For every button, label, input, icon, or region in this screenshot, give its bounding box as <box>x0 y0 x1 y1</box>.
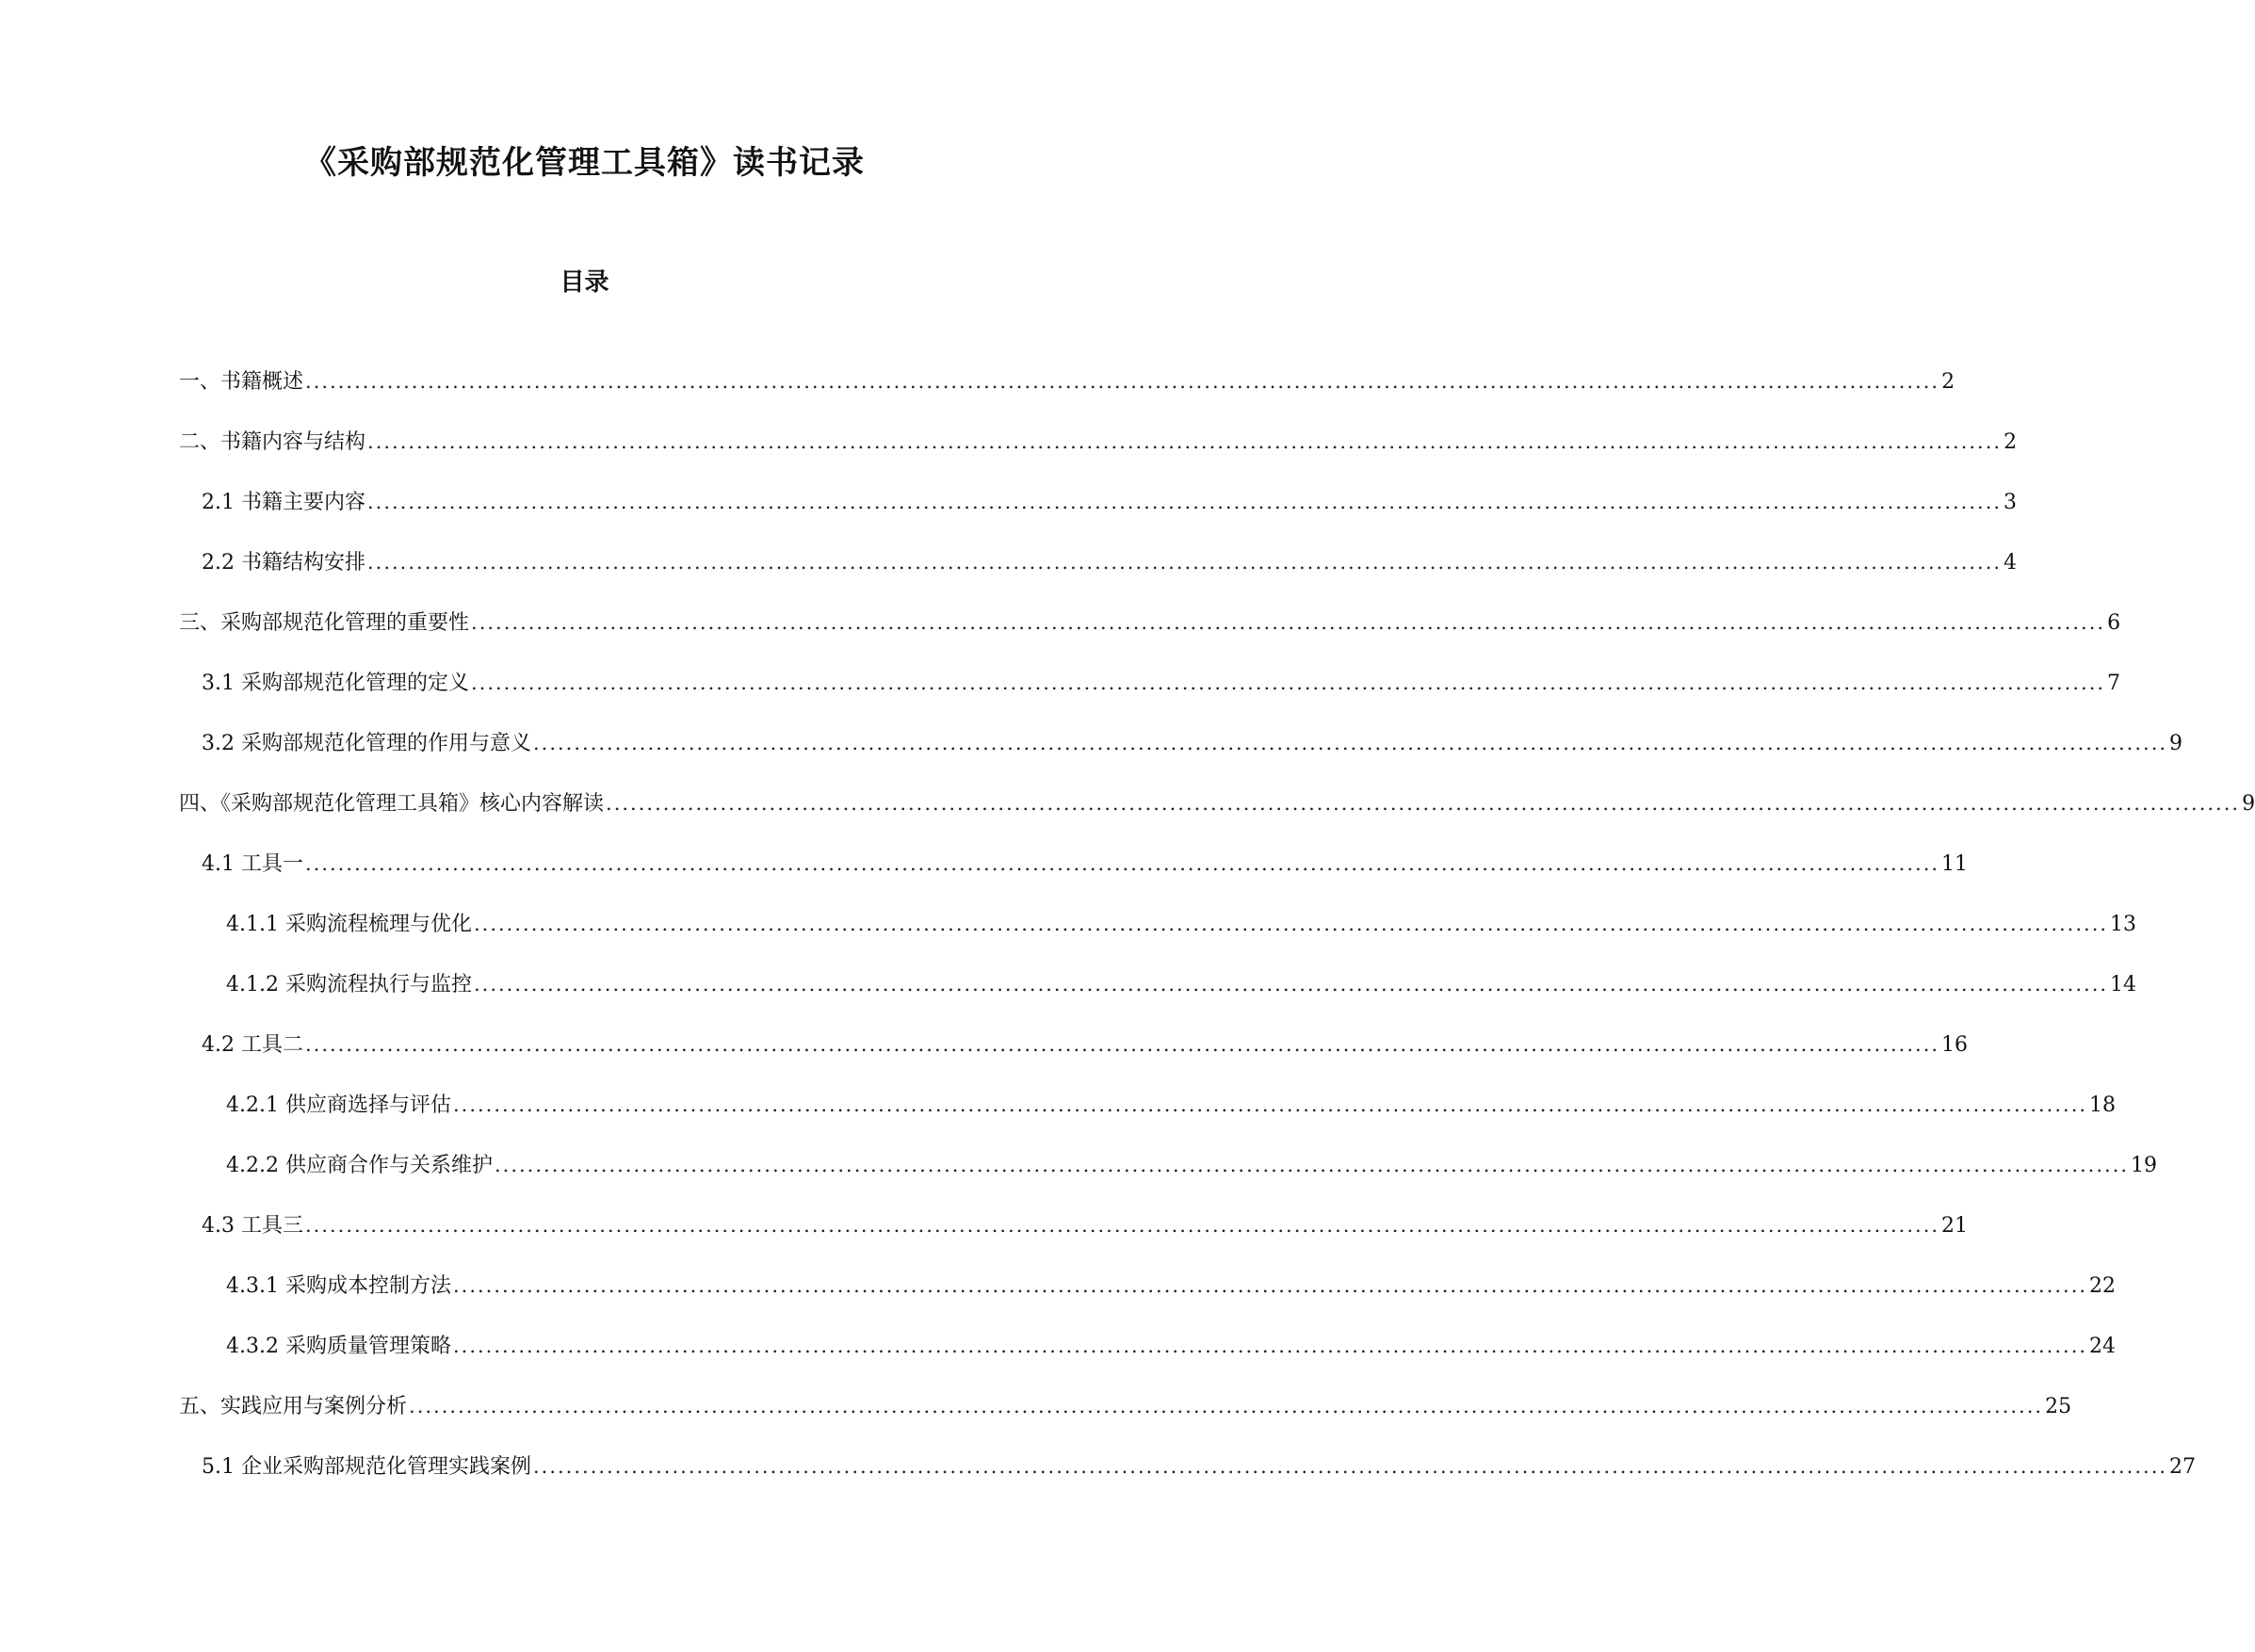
toc-entry-title: 4.3.2 采购质量管理策略 <box>226 1335 451 1358</box>
document-title: 《采购部规范化管理工具箱》读书记录 <box>304 144 865 182</box>
toc-entry-title: 5.1 企业采购部规范化管理实践案例 <box>202 1455 531 1479</box>
toc-entry-5[interactable] <box>179 1387 2072 1425</box>
toc-heading: 目录 <box>560 268 609 297</box>
toc-entry-page: 18 <box>2089 1093 2117 1117</box>
toc-entry-3[interactable] <box>179 604 2121 641</box>
toc-entry-page: 11 <box>1941 852 1969 876</box>
toc-entry-page: 22 <box>2089 1274 2117 1298</box>
toc-entry-3-1[interactable] <box>202 664 2121 702</box>
toc-entry-page: 16 <box>1941 1033 1969 1057</box>
toc-dot-leader: ........................................................................................................................................................................................................ <box>532 732 2168 754</box>
toc-entry-page: 19 <box>2131 1154 2158 1177</box>
toc-entry-title: 4.1.2 采购流程执行与监控 <box>226 973 472 996</box>
toc-entry-2[interactable] <box>179 423 2018 461</box>
toc-dot-leader: ........................................................................................................................................................................................................ <box>366 551 2003 574</box>
toc-entry-title: 二、书籍内容与结构 <box>179 430 366 454</box>
toc-entry-page: 21 <box>1941 1214 1969 1238</box>
toc-entry-title: 4.1.1 采购流程梳理与优化 <box>226 913 472 936</box>
toc-dot-leader: ........................................................................................................................................................................................................ <box>473 973 2109 996</box>
toc-dot-leader: ........................................................................................................................................................................................................ <box>532 1455 2168 1478</box>
toc-dot-leader: ........................................................................................................................................................................................................ <box>494 1154 2130 1176</box>
toc-entry-4-3-2[interactable] <box>226 1327 2117 1365</box>
toc-dot-leader: ........................................................................................................................................................................................................ <box>304 852 1940 875</box>
toc-entry-title: 五、实践应用与案例分析 <box>179 1395 408 1418</box>
toc-dot-leader: ........................................................................................................................................................................................................ <box>304 1033 1940 1056</box>
toc-dot-leader: ........................................................................................................................................................................................................ <box>470 672 2106 694</box>
toc-entry-4-3[interactable] <box>202 1207 1969 1244</box>
toc-entry-page: 13 <box>2110 913 2137 936</box>
toc-entry-4-1[interactable] <box>202 845 1969 883</box>
toc-entry-3-2[interactable] <box>202 724 2183 762</box>
toc-entry-page: 14 <box>2110 973 2137 996</box>
toc-entry-page: 6 <box>2107 611 2121 635</box>
toc-entry-2-2[interactable] <box>202 543 2018 581</box>
toc-entry-4-2-2[interactable] <box>226 1146 2158 1184</box>
toc-entry-title: 3.2 采购部规范化管理的作用与意义 <box>202 732 531 755</box>
toc-entry-page: 27 <box>2169 1455 2197 1479</box>
toc-entry-page: 7 <box>2107 672 2121 695</box>
toc-entry-1[interactable] <box>179 363 1955 400</box>
toc-entry-page: 25 <box>2045 1395 2072 1418</box>
toc-dot-leader: ........................................................................................................................................................................................................ <box>473 913 2109 935</box>
toc-entry-4-2[interactable] <box>202 1026 1969 1063</box>
toc-dot-leader: ........................................................................................................................................................................................................ <box>452 1274 2088 1297</box>
toc-entry-2-1[interactable] <box>202 483 2018 521</box>
toc-entry-4-3-1[interactable] <box>226 1267 2117 1304</box>
toc-dot-leader: ........................................................................................................................................................................................................ <box>304 1214 1940 1237</box>
toc-entry-title: 一、书籍概述 <box>179 370 304 394</box>
toc-entry-page: 2 <box>2004 430 2018 454</box>
toc-entry-title: 4.1 工具一 <box>202 852 303 876</box>
toc-entry-title: 2.1 书籍主要内容 <box>202 491 365 514</box>
toc-entry-title: 4.2.2 供应商合作与关系维护 <box>226 1154 493 1177</box>
toc-entry-4[interactable] <box>179 785 2255 822</box>
toc-entry-page: 3 <box>2004 491 2018 514</box>
toc-dot-leader: ........................................................................................................................................................................................................ <box>452 1335 2088 1357</box>
toc-dot-leader: ........................................................................................................................................................................................................ <box>606 792 2241 815</box>
toc-entry-title: 2.2 书籍结构安排 <box>202 551 365 575</box>
toc-entry-title: 4.2.1 供应商选择与评估 <box>226 1093 451 1117</box>
toc-entry-4-1-2[interactable] <box>226 965 2137 1003</box>
toc-entry-4-1-1[interactable] <box>226 905 2137 943</box>
toc-entry-title: 4.3 工具三 <box>202 1214 303 1238</box>
toc-entry-page: 24 <box>2089 1335 2117 1358</box>
toc-dot-leader: ........................................................................................................................................................................................................ <box>367 430 2003 453</box>
toc-entry-title: 3.1 采购部规范化管理的定义 <box>202 672 469 695</box>
toc-entry-4-2-1[interactable] <box>226 1086 2117 1124</box>
toc-dot-leader: ........................................................................................................................................................................................................ <box>409 1395 2044 1417</box>
toc-dot-leader: ........................................................................................................................................................................................................ <box>305 370 1940 393</box>
toc-entry-page: 9 <box>2169 732 2183 755</box>
toc-dot-leader: ........................................................................................................................................................................................................ <box>366 491 2003 513</box>
toc-entry-title: 4.2 工具二 <box>202 1033 303 1057</box>
toc-entry-page: 9 <box>2242 792 2255 816</box>
toc-entry-title: 三、采购部规范化管理的重要性 <box>179 611 470 635</box>
toc-entry-5-1[interactable] <box>202 1448 2197 1485</box>
toc-dot-leader: ........................................................................................................................................................................................................ <box>471 611 2106 634</box>
toc-entry-page: 2 <box>1941 370 1955 394</box>
toc-entry-title: 四、《采购部规范化管理工具箱》核心内容解读 <box>179 792 605 816</box>
toc-entry-page: 4 <box>2004 551 2018 575</box>
toc-dot-leader: ........................................................................................................................................................................................................ <box>452 1093 2088 1116</box>
toc-entry-title: 4.3.1 采购成本控制方法 <box>226 1274 451 1298</box>
